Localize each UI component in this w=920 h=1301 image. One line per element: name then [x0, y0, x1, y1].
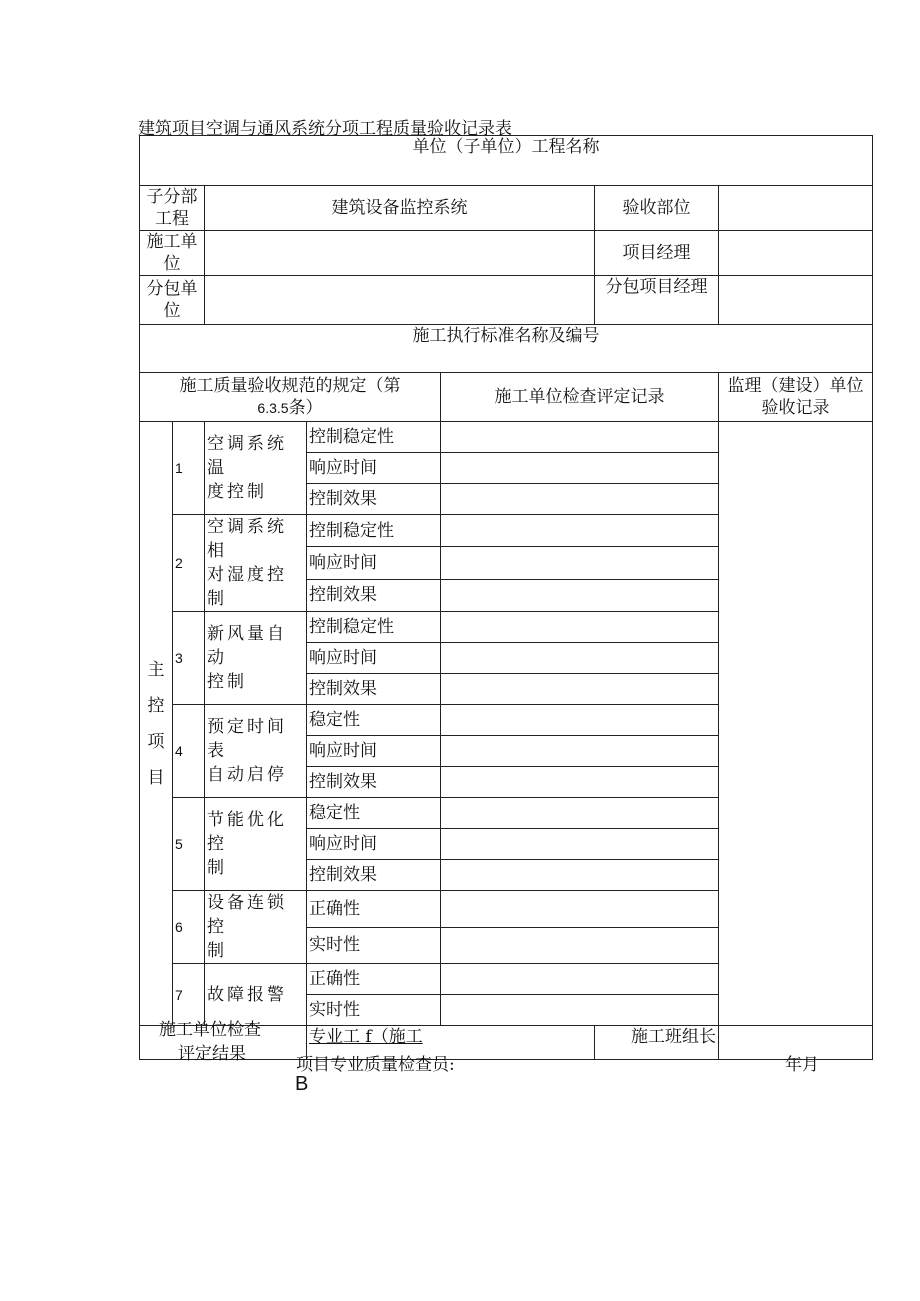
subcontract-unit-label: 分包单位 — [140, 276, 205, 325]
check-record-cell[interactable] — [441, 705, 719, 736]
check-record-cell[interactable] — [441, 515, 719, 547]
unit-name-label: 单位（子单位）工程名称 — [412, 137, 600, 157]
item-name — [205, 798, 307, 891]
item-name-line1: 空调系统温 — [207, 434, 287, 478]
unit-name-row — [140, 136, 873, 186]
item-name — [205, 964, 307, 1026]
item-number: 4 — [173, 705, 205, 798]
subcontract-unit-value[interactable] — [205, 276, 595, 325]
result-label-line2: 评定结果 — [178, 1044, 246, 1064]
item-number: 3 — [173, 612, 205, 705]
item-name-line1: 设备连锁控 — [207, 893, 287, 937]
check-criterion: 响应时间 — [307, 829, 441, 860]
item-name — [205, 422, 307, 515]
check-criterion: 响应时间 — [307, 736, 441, 767]
item-name — [205, 705, 307, 798]
item-name — [205, 891, 307, 964]
standard-label: 施工执行标准名称及编号 — [412, 326, 600, 346]
construction-unit-label: 施工单位 — [140, 231, 205, 276]
check-record-cell[interactable] — [441, 643, 719, 674]
check-criterion: 实时性 — [307, 927, 441, 964]
item-number: 5 — [173, 798, 205, 891]
check-record-cell[interactable] — [441, 612, 719, 643]
check-record-cell[interactable] — [441, 674, 719, 705]
check-criterion: 控制效果 — [307, 767, 441, 798]
check-criterion: 稳定性 — [307, 705, 441, 736]
acceptance-part-value[interactable] — [719, 186, 873, 231]
item-name — [205, 612, 307, 705]
spec-clause-tail: 条） — [288, 398, 323, 418]
check-criterion: 控制效果 — [307, 674, 441, 705]
item-number: 7 — [173, 964, 205, 1026]
check-record-cell[interactable] — [441, 767, 719, 798]
check-criterion: 控制稳定性 — [307, 515, 441, 547]
team-leader-label: 施工班组长 — [595, 1026, 719, 1060]
check-criterion: 实时性 — [307, 995, 441, 1026]
date-label: 年月 — [785, 1055, 819, 1075]
item-number: 6 — [173, 891, 205, 964]
item-name-line2: 对湿度控制 — [207, 565, 287, 609]
check-record-cell[interactable] — [441, 927, 719, 964]
spec-header-line1: 施工质量验收规范的规定（第 — [179, 376, 401, 396]
check-criterion: 正确性 — [307, 964, 441, 995]
check-criterion: 正确性 — [307, 891, 441, 928]
item-name-line1: 新风量自动 — [207, 624, 287, 668]
item-name-line1: 节能优化控 — [207, 810, 287, 854]
spec-header — [140, 373, 441, 422]
supervision-header-line1: 监理（建设）单位 — [727, 376, 864, 396]
specialist-text: 专业工 f（施工 — [309, 1027, 423, 1047]
sub-division-label: 子分部工程 — [140, 186, 205, 231]
main-control-char: 控 — [147, 695, 165, 716]
item-name-line2: 度控制 — [207, 482, 267, 502]
page-mark: B — [295, 1073, 309, 1095]
acceptance-part-label: 验收部位 — [595, 186, 719, 231]
check-record-cell[interactable] — [441, 860, 719, 891]
spec-clause-number: 6.3.5 — [257, 400, 289, 416]
check-criterion: 控制稳定性 — [307, 612, 441, 643]
main-control-char: 目 — [147, 767, 165, 788]
project-manager-label: 项目经理 — [595, 231, 719, 276]
subcontract-manager-value[interactable] — [719, 276, 873, 325]
check-record-cell[interactable] — [441, 829, 719, 860]
check-record-cell[interactable] — [441, 964, 719, 995]
item-number: 2 — [173, 515, 205, 612]
check-record-cell[interactable] — [441, 422, 719, 453]
check-criterion: 稳定性 — [307, 798, 441, 829]
check-record-cell[interactable] — [441, 547, 719, 579]
item-name — [205, 515, 307, 612]
item-name-line2: 控制 — [207, 672, 247, 692]
unit-check-result-label — [159, 1018, 261, 1066]
project-manager-value[interactable] — [719, 231, 873, 276]
acceptance-record-table — [139, 135, 873, 1060]
construction-unit-value[interactable] — [205, 231, 595, 276]
check-criterion: 响应时间 — [307, 643, 441, 674]
supervision-header-line2: 验收记录 — [761, 398, 830, 418]
check-criterion: 响应时间 — [307, 547, 441, 579]
supervision-record-cell[interactable] — [719, 422, 873, 1026]
check-record-cell[interactable] — [441, 891, 719, 928]
check-record-cell[interactable] — [441, 579, 719, 611]
item-name-line1: 预定时间表 — [207, 717, 287, 761]
check-criterion: 响应时间 — [307, 453, 441, 484]
main-control-char: 项 — [147, 731, 165, 752]
unit-check-header: 施工单位检查评定记录 — [441, 373, 719, 422]
subcontract-manager-label: 分包项目经理 — [595, 276, 719, 325]
check-criterion: 控制效果 — [307, 579, 441, 611]
check-record-cell[interactable] — [441, 798, 719, 829]
item-name-line2: 自动启停 — [207, 765, 287, 785]
quality-inspector-label: 项目专业质量检查员: — [296, 1055, 455, 1075]
main-control-label — [140, 422, 173, 1026]
item-name-line2: 制 — [207, 941, 227, 961]
result-label-line1: 施工单位检查 — [159, 1020, 261, 1040]
check-criterion: 控制效果 — [307, 484, 441, 515]
check-record-cell[interactable] — [441, 736, 719, 767]
check-record-cell[interactable] — [441, 995, 719, 1026]
item-name-line2: 制 — [207, 858, 227, 878]
standard-row — [140, 325, 873, 373]
sub-division-value: 建筑设备监控系统 — [205, 186, 595, 231]
item-name-line1: 空调系统相 — [207, 517, 287, 561]
check-criterion: 控制稳定性 — [307, 422, 441, 453]
item-name-line1: 故障报警 — [207, 984, 287, 1005]
item-number: 1 — [173, 422, 205, 515]
page-title: 建筑项目空调与通风系统分项工程质量验收记录表 — [138, 119, 512, 139]
check-criterion: 控制效果 — [307, 860, 441, 891]
main-control-char: 主 — [147, 659, 165, 680]
check-record-cell[interactable] — [441, 484, 719, 515]
supervision-header — [719, 373, 873, 422]
check-record-cell[interactable] — [441, 453, 719, 484]
